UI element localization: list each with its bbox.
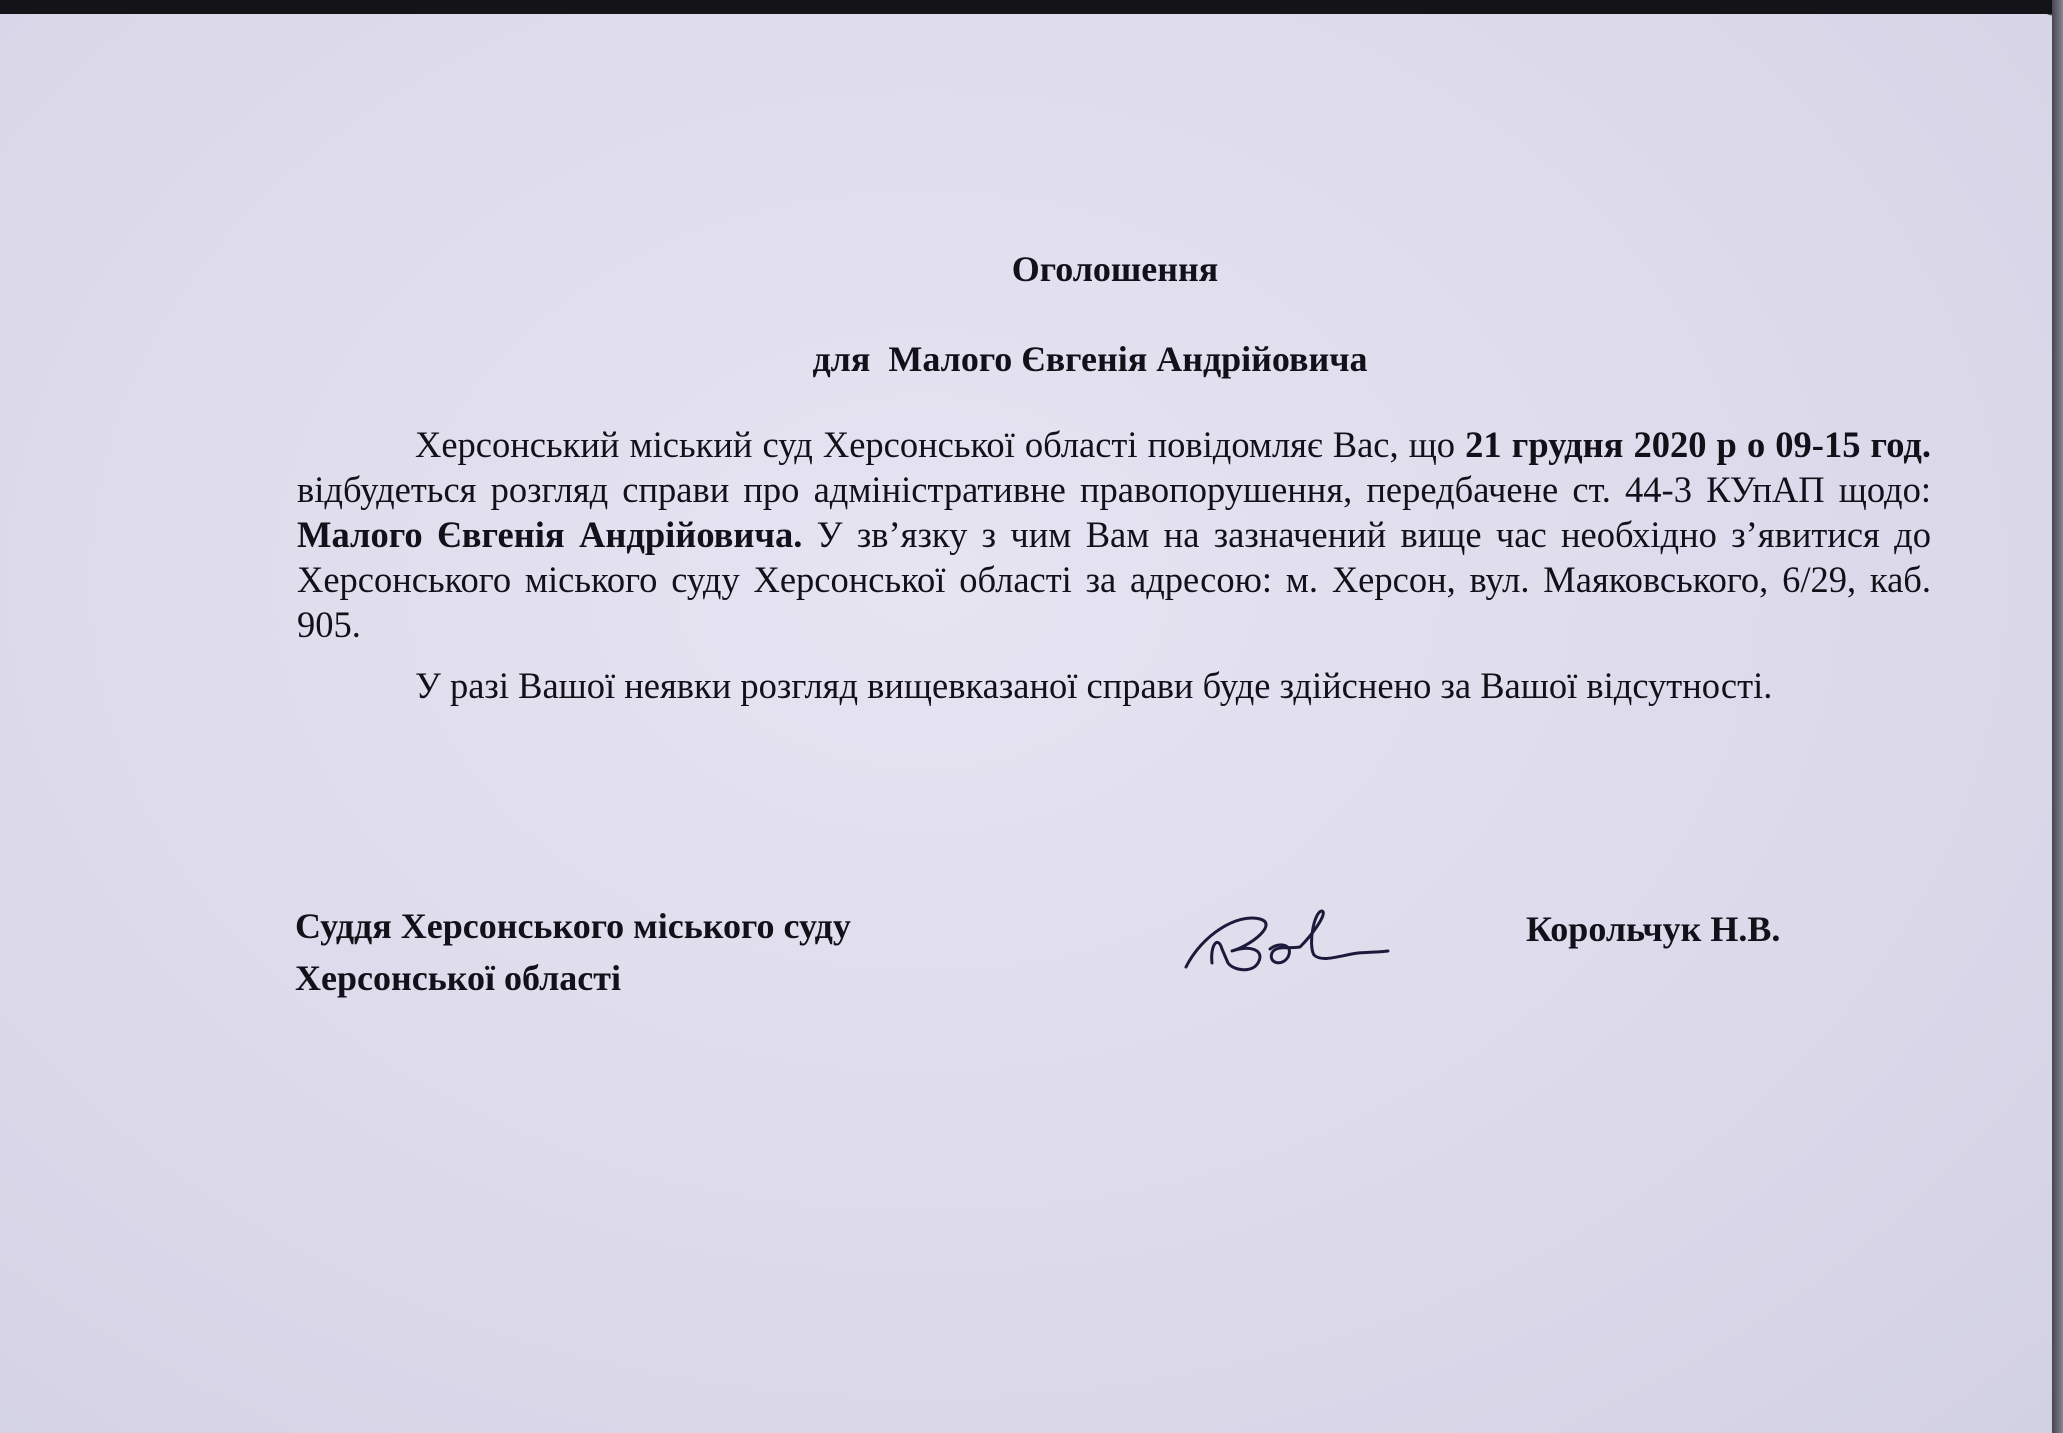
document-title: Оголошення	[1011, 249, 1219, 289]
judge-position-line2: Херсонської області	[295, 958, 621, 998]
notice-paragraph	[297, 422, 1931, 647]
absence-paragraph: У разі Вашої неявки розгляд вищевказаної справи буде здійснено за Вашої відсутності.	[415, 665, 1773, 706]
judge-name: Корольчук Н.В.	[1526, 909, 1781, 949]
addressee-line: для Малого Євгенія Андрійовича	[812, 339, 1368, 379]
notice-text-3: У зв’язку з чим Вам на зазначений вище час необхідно з’явитися до Херсонського міського суду Херсонської області за адресою: м. Херсон, вул. Маяковського, 6/29, каб. 905.	[297, 514, 1931, 645]
notice-text-1: Херсонський міський суд Херсонської області повідомляє Вас, що	[415, 424, 1466, 465]
signature-stroke-1	[1186, 918, 1266, 970]
notice-text-2: відбудеться розгляд справи про адміністративне правопорушення, передбачене ст. 44-3 КУпАП щодо:	[297, 469, 1931, 510]
signature-stroke-2	[1270, 911, 1388, 963]
handwritten-signature	[1182, 905, 1392, 1000]
judge-position-line1: Суддя Херсонського міського суду	[295, 906, 851, 946]
defendant-name: Малого Євгенія Андрійовича.	[297, 514, 803, 555]
document-body	[297, 422, 1931, 713]
judge-position	[295, 900, 851, 1004]
hearing-datetime: 21 грудня 2020 р о 09-15 год.	[1465, 424, 1932, 465]
